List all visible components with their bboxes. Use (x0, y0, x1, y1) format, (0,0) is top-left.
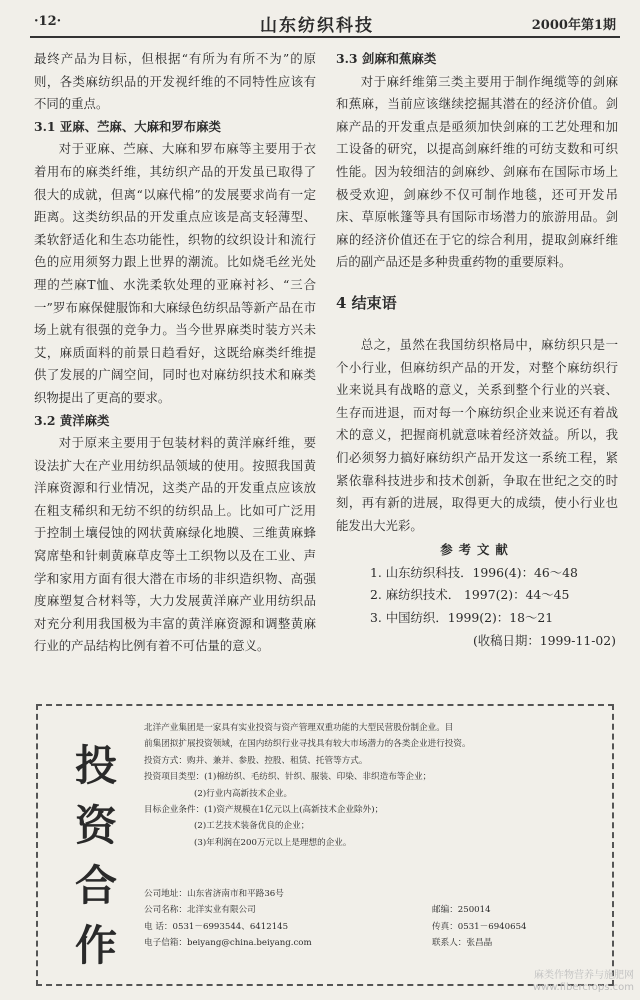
watermark-url: www.fibercrops.com (532, 982, 634, 993)
section-heading-3-1: 3.1 亚麻、苎麻、大麻和罗布麻类 (34, 118, 221, 134)
ad-body (144, 720, 604, 851)
paragraph: 对于原来主要用于包装材料的黄洋麻纤维，要设法扩大在产业用纺织品领域的使用。按照我国黄洋麻资源和行业情况，这类产品的开发重点应该放在粗支稀织和无纺不织的纺织品上。比如可广泛用于控制土壤侵蚀的网状黄麻绿化地膜、三维黄麻蜂窝席垫和针刺黄麻草皮等土工织物以及在工业、声学和家用方面有很大潜在市场的非织造织物、高强度麻塑复合材料等，大力发展黄洋麻产业用纺织品对充分利用我国极为丰富的黄洋麻资源和调整黄麻行业的产品结构比例有着不可估量的意义。 (34, 435, 316, 654)
watermark (533, 970, 634, 994)
paragraph: 对于麻纤维第三类主要用于制作绳缆等的剑麻和蕉麻，当前应该继续挖掘其潜在的经济价值。剑麻产品的开发重点是亟须加快剑麻的工艺处理和加工设备的研究，以提高剑麻纤维的可纺支数和可织性能。因为较细洁的剑麻纱、剑麻布在国际市场上极受欢迎，剑麻纱不仅可制作地毯，还可开发吊床、草原帐篷等具有国际市场潜力的旅游用品。剑麻的经济价值还在于它的综合利用，提取剑麻纤维后的副产品还是多种贵重药物的重要原料。 (336, 73, 618, 270)
ad-email: 电子信箱：beiyang@china.beiyang.com (144, 938, 312, 949)
watermark-line: 麻类作物营养与施肥网 (534, 970, 634, 981)
ad-line: (2)行业内高新技术企业。 (194, 788, 293, 799)
ad-contact-person: 联系人：张昌晶 (432, 938, 493, 949)
paragraph: 总之，虽然在我国纺织格局中，麻纺织只是一个小行业，但麻纺织产品的开发，对整个麻纺织行业来说具有战略的意义，关系到整个行业的兴衰、生存而进退，而对每一个麻纺织企业来说还有着战术的意义，把握商机就意味着经济效益。所以，我们必须努力搞好麻纺织产品开发这一系统工程，紧紧依靠科技进步和技术创新，争取在世纪之交的时刻，再有新的进展，取得更大的成绩，使小行业也能发出大光彩。 (336, 336, 618, 533)
ad-line: (3)年利润在200万元以上是理想的企业。 (194, 837, 352, 848)
ad-line: 目标企业条件：(1)资产规模在1亿元以上(高新技术企业除外)； (144, 805, 384, 816)
reference-item: 2. 麻纺织技术． 1997(2)：44～45 (370, 587, 570, 603)
ad-line: 投资方式：购并、兼并、参股、控股、租赁、托管等方式。 (144, 755, 368, 766)
ad-phone: 电 话：0531－6993544、6412145 (144, 921, 289, 932)
ad-address: 公司地址：山东省济南市和平路36号 (144, 889, 284, 899)
ad-contact (144, 886, 604, 952)
reference-item: 3. 中国纺织．1999(2)：18～21 (370, 610, 554, 626)
page-number: ·12· (34, 14, 62, 29)
investment-ad-box (36, 704, 614, 986)
ad-fax: 传真：0531－6940654 (432, 921, 527, 932)
ad-postcode: 邮编：250014 (432, 905, 491, 916)
ad-line: (2)工艺技术装备优良的企业； (194, 821, 310, 832)
ad-title (64, 736, 128, 976)
references-title: 参考文献 (440, 542, 514, 558)
ad-company: 公司名称：北洋实业有限公司 (144, 905, 256, 916)
ad-intro-line: 北洋产业集团是一家具有实业投资与资产管理双重功能的大型民营股份制企业。目 (144, 723, 454, 733)
journal-title: 山东纺织科技 (260, 16, 374, 36)
section-heading-conclusion: 4 结束语 (336, 293, 397, 312)
section-heading-3-2: 3.2 黄洋麻类 (34, 412, 110, 428)
received-date: (收稿日期：1999-11-02) (472, 632, 616, 648)
page-header (30, 8, 620, 38)
ad-title-char: 资 (74, 801, 117, 850)
ad-intro-line: 前集团拟扩展投资领域，在国内纺织行业寻找具有较大市场潜力的各类企业进行投资。 (144, 739, 471, 750)
left-column (34, 48, 316, 658)
right-column (336, 48, 618, 652)
issue-label: 2000年第1期 (531, 18, 616, 33)
paragraph: 对于亚麻、苎麻、大麻和罗布麻等主要用于衣着用布的麻类纤维，其纺织产品的开发虽已取得了很大的成就，但离“以麻代棉”的发展要求尚有一定距离。这类纺织品的开发重点应该是高支轻薄型、柔软舒适化和生态功能性，织物的纹织设计和流行色的应用须努力跟上世界的潮流。比如烧毛丝光处理的苎麻T恤、水洗柔软处理的亚麻衬衫、“三合一”罗布麻保健服饰和大麻绿色纺织品等新产品在市场上就有很强的竞争力。当今世界麻类时装方兴未艾，麻质面料的前景日趋看好，这既给麻类纤维提供了发展的广阔空间，同时也对麻纺织技术和麻类织物提出了更高的要求。 (34, 141, 316, 405)
paragraph: 最终产品为目标，但根据“有所为有所不为”的原则，各类麻纺织品的开发视纤维的不同特性应该有不同的重点。 (34, 51, 316, 112)
section-heading-3-3: 3.3 剑麻和蕉麻类 (336, 51, 437, 66)
reference-item: 1. 山东纺织科技．1996(4)：46～48 (370, 564, 578, 580)
ad-line: 投资项目类型：(1)棉纺织、毛纺织、针织、服装、印染、非织造布等企业； (144, 772, 432, 783)
ad-title-char: 作 (74, 921, 117, 970)
ad-title-char: 合 (74, 861, 117, 910)
ad-title-char: 投 (74, 741, 117, 790)
